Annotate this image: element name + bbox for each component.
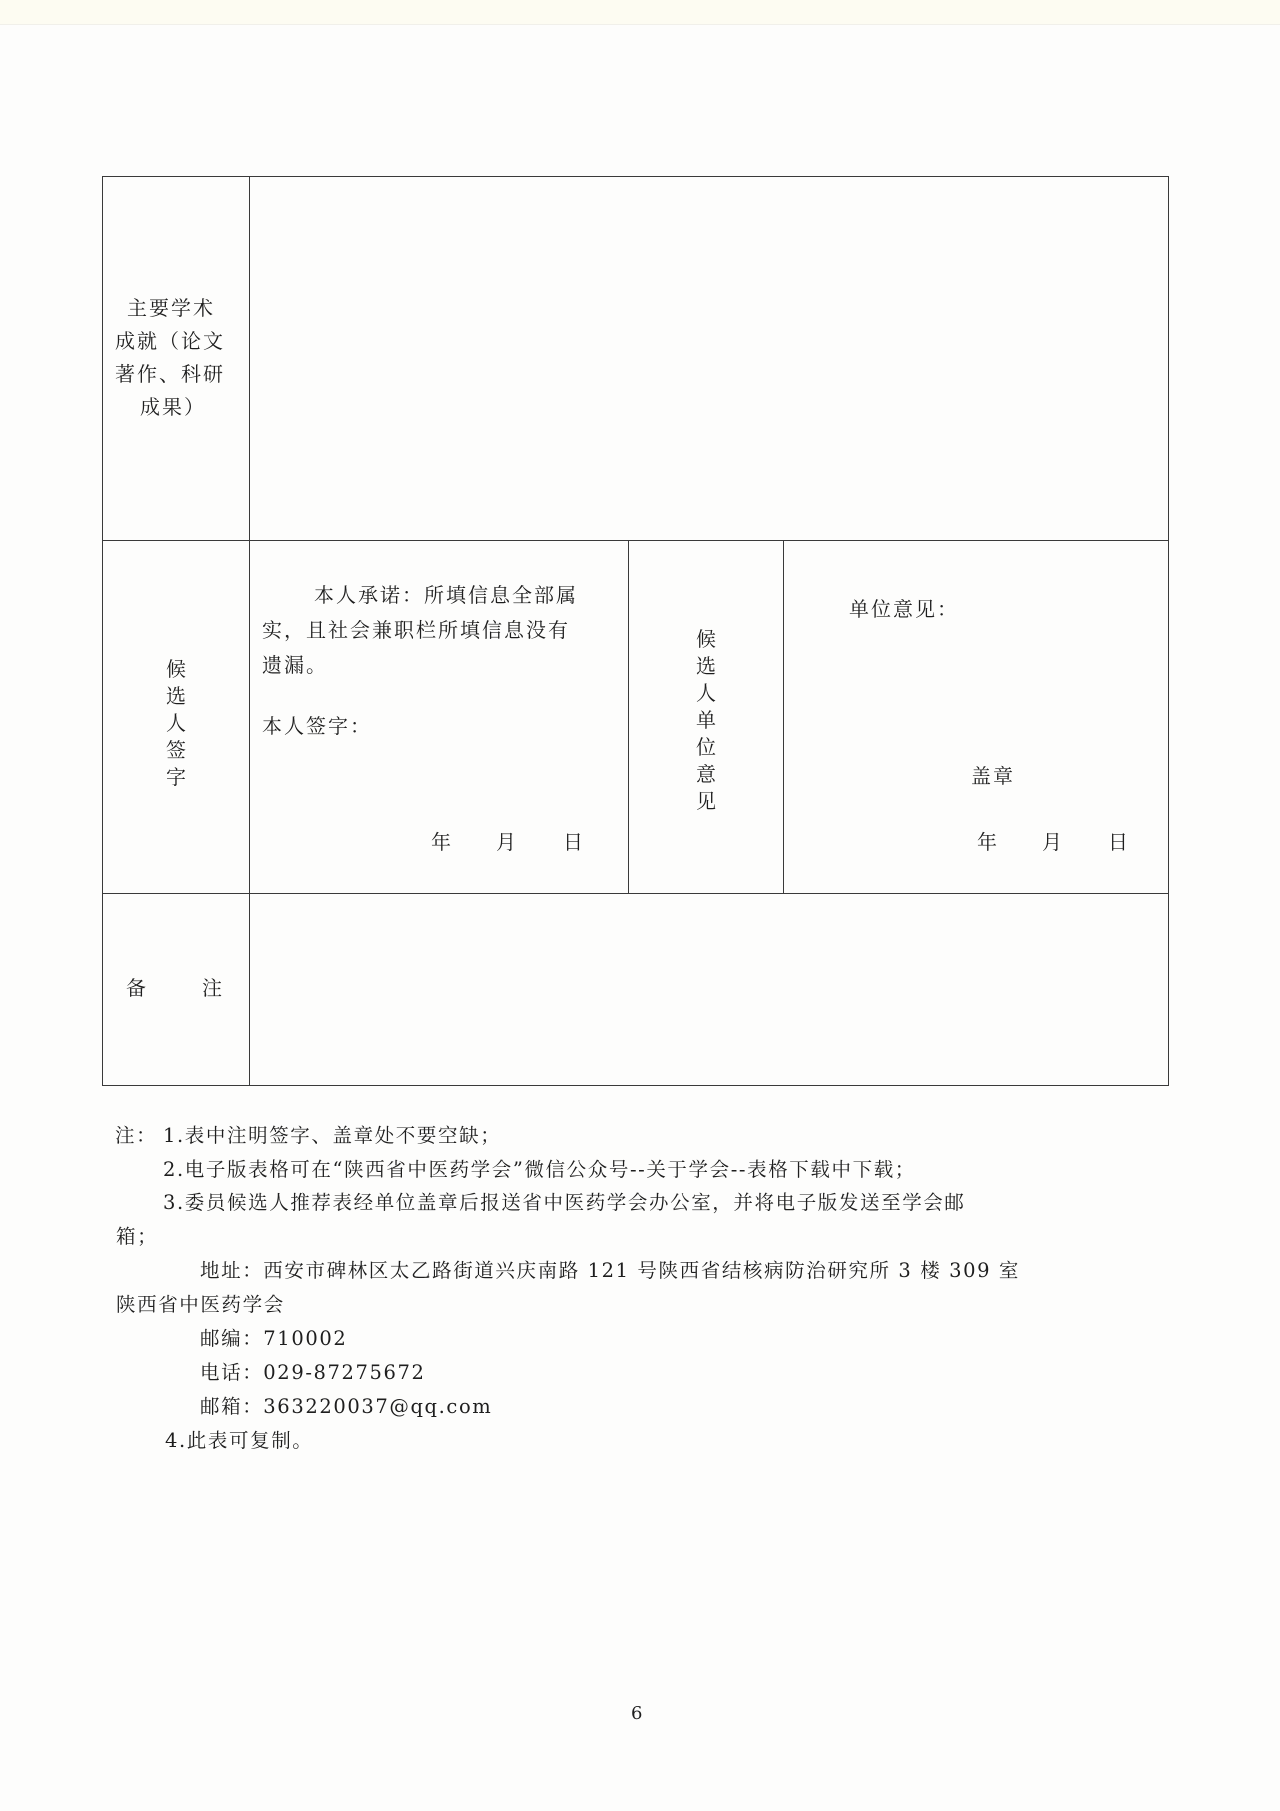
address-line-1: 地址：西安市碑林区太乙路街道兴庆南路 121 号陕西省结核病防治研究所 3 楼 309 室 [200, 1259, 1021, 1282]
achievements-label-line-4: 成果） [140, 395, 206, 419]
signature-field[interactable] [370, 710, 610, 742]
table-bottom-border [102, 1085, 1169, 1086]
row-divider-2 [102, 893, 1169, 894]
note-item-1: 1.表中注明签字、盖章处不要空缺； [163, 1124, 502, 1147]
achievements-content-field[interactable] [252, 179, 1166, 538]
note-item-3-line-1: 3.委员候选人推荐表经单位盖章后报送省中医药学会办公室，并将电子版发送至学会邮 [163, 1191, 966, 1214]
pledge-line-2: 实，且社会兼职栏所填信息没有 [262, 618, 570, 642]
signature-date-year: 年 [431, 830, 453, 854]
scan-edge-band [0, 0, 1280, 25]
table-top-border [102, 176, 1169, 177]
note-item-3-line-2: 箱； [116, 1225, 159, 1248]
unit-opinion-label: 单位意见： [849, 597, 959, 621]
candidate-unit-opinion-label: 候选人单位意见 [696, 627, 716, 813]
label-column-divider [249, 176, 250, 1086]
page-number: 6 [631, 1703, 643, 1724]
unit-label-column-divider [783, 540, 784, 893]
row-divider-1 [102, 540, 1169, 541]
remarks-label-left: 备 [126, 976, 148, 1000]
pledge-line-1: 本人承诺：所填信息全部属 [314, 583, 578, 607]
table-left-border [102, 176, 103, 1086]
note-item-2: 2.电子版表格可在“陕西省中医药学会”微信公众号--关于学会--表格下载中下载； [163, 1158, 916, 1181]
unit-date-year: 年 [977, 830, 999, 854]
table-right-border [1168, 176, 1169, 1086]
signature-column-divider [628, 540, 629, 893]
pledge-line-3: 遗漏。 [262, 653, 328, 677]
candidate-signature-label: 候选人签字 [166, 657, 186, 789]
remarks-label-right: 注 [202, 976, 224, 1000]
signature-date-month: 月 [496, 830, 518, 854]
signature-date-day: 日 [563, 830, 585, 854]
achievements-label-line-3: 著作、科研 [115, 362, 225, 386]
signature-label: 本人签字： [262, 714, 372, 738]
note-item-4: 4.此表可复制。 [165, 1429, 314, 1452]
phone: 电话：029-87275672 [200, 1361, 426, 1384]
unit-date-month: 月 [1042, 830, 1064, 854]
email: 邮箱：363220037@qq.com [200, 1395, 493, 1418]
unit-opinion-field[interactable] [800, 640, 1150, 760]
notes-prefix: 注： [115, 1124, 158, 1147]
achievements-label-line-2: 成就（论文 [115, 329, 225, 353]
postcode: 邮编：710002 [200, 1327, 348, 1350]
remarks-content-field[interactable] [252, 896, 1166, 1083]
seal-label: 盖章 [971, 764, 1015, 788]
address-line-2: 陕西省中医药学会 [116, 1293, 285, 1316]
achievements-label-line-1: 主要学术 [127, 296, 215, 320]
unit-date-day: 日 [1108, 830, 1130, 854]
